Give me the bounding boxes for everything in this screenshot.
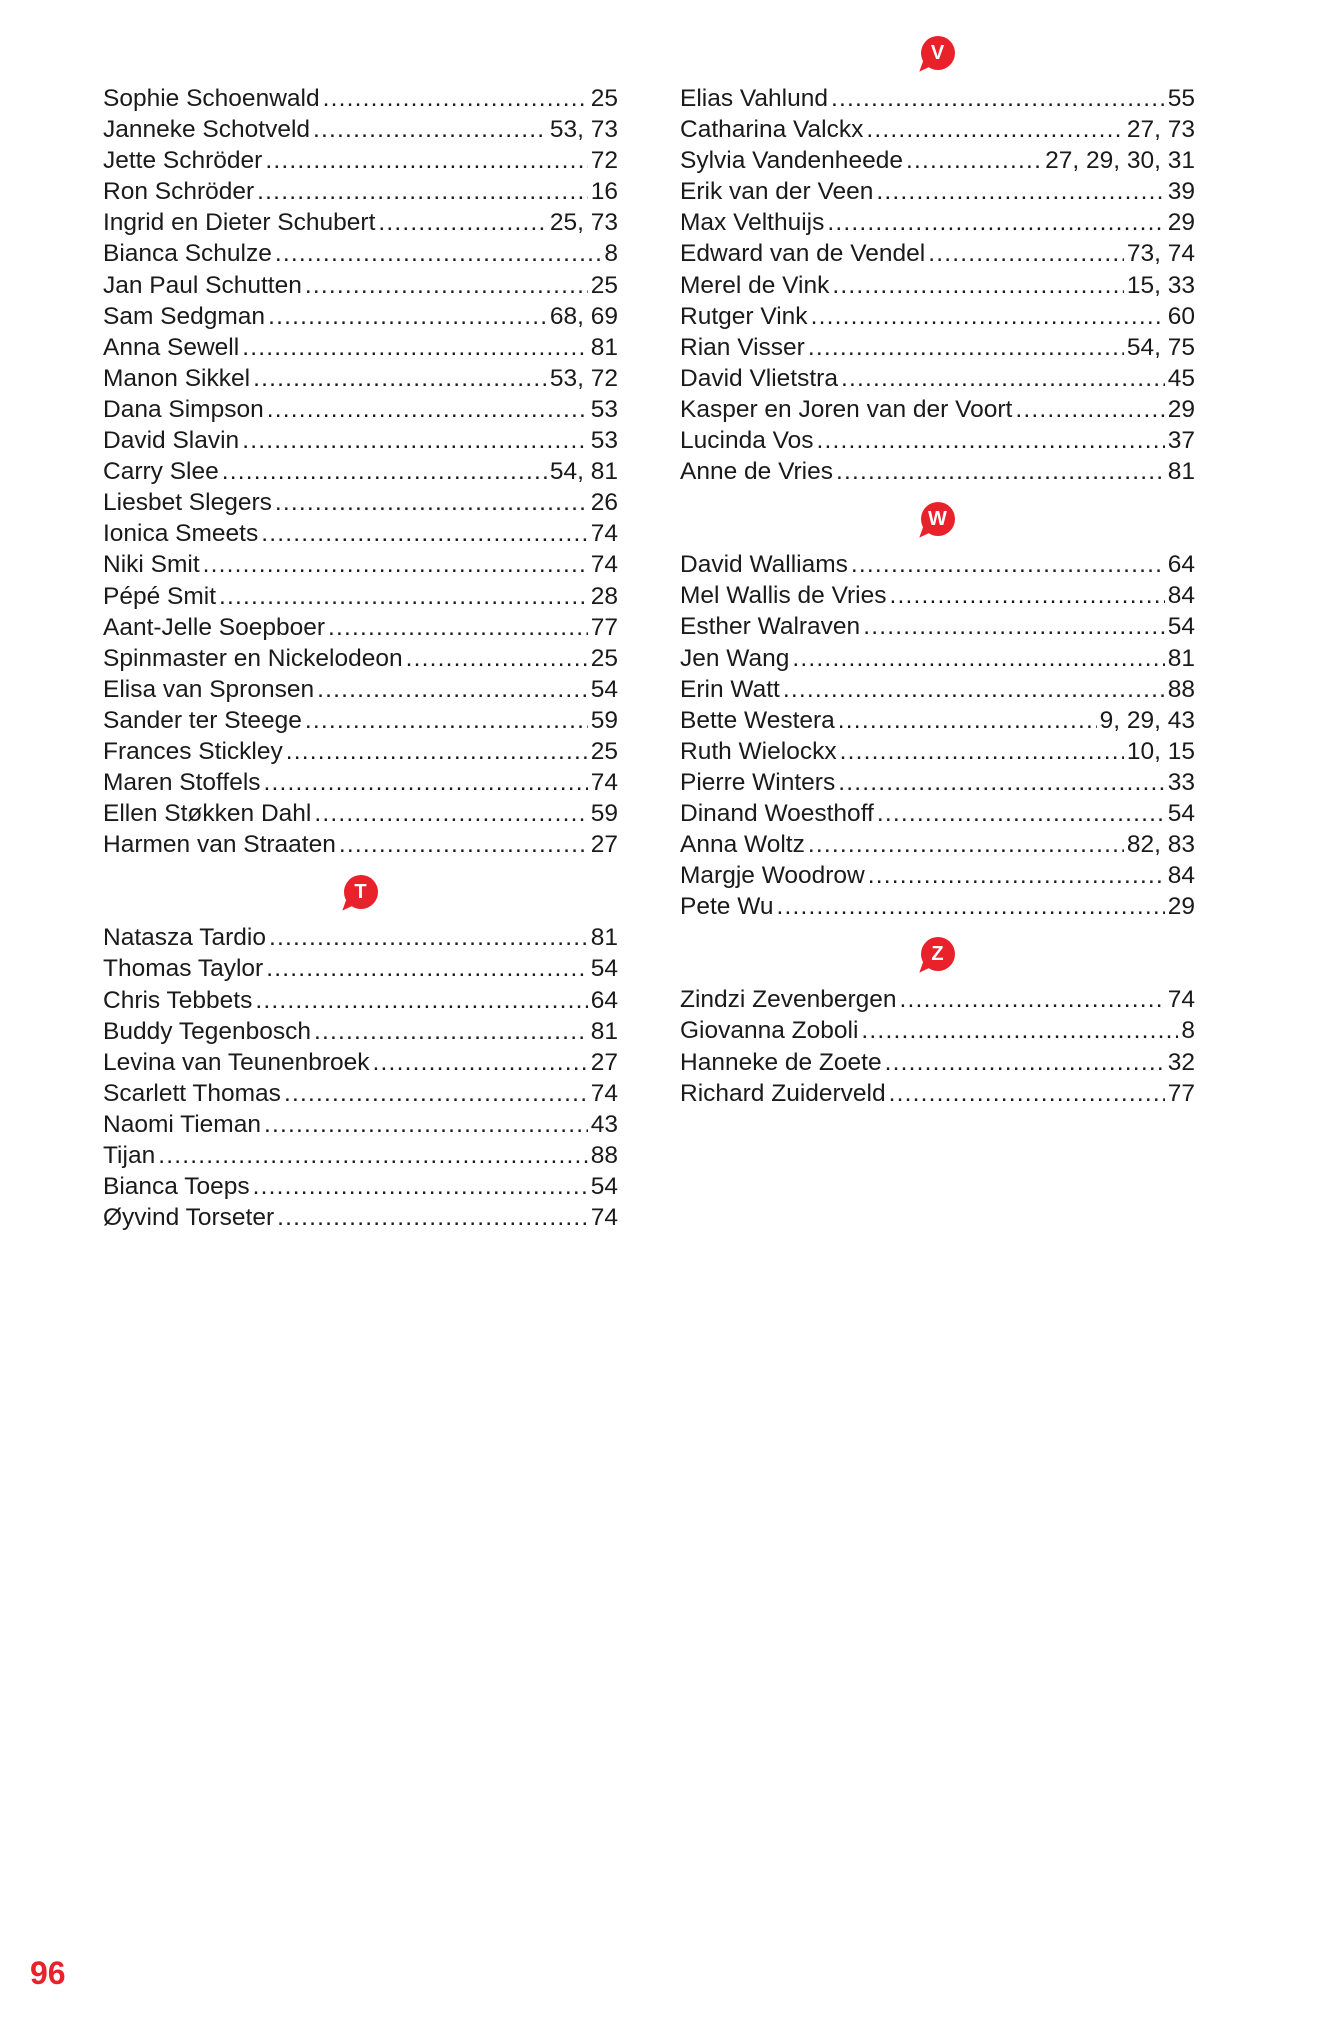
dot-leader (877, 798, 1165, 829)
index-entry (680, 674, 1195, 705)
dot-leader (275, 487, 588, 518)
entry-pages: 81 (590, 333, 618, 361)
index-entry (103, 1109, 618, 1140)
entry-name: Sam Sedgman (103, 302, 266, 330)
entry-name: Ruth Wielockx (680, 737, 837, 765)
dot-leader (268, 301, 547, 332)
index-entry (680, 984, 1195, 1015)
entry-pages: 25 (590, 737, 618, 765)
index-entry (680, 705, 1195, 736)
index-entry (680, 207, 1195, 238)
entry-name: Ron Schröder (103, 178, 255, 206)
entry-name: Merel de Vink (680, 271, 830, 299)
dot-leader (889, 580, 1164, 611)
index-entry (103, 487, 618, 518)
dot-leader (808, 829, 1124, 860)
dot-leader (866, 114, 1123, 145)
entry-name: Buddy Tegenbosch (103, 1017, 311, 1045)
entry-pages: 25 (590, 644, 618, 672)
index-entry (103, 207, 618, 238)
index-entry (680, 829, 1195, 860)
dot-leader (861, 1015, 1178, 1046)
entry-name: Elisa van Spronsen (103, 675, 315, 703)
entry-name: Edward van de Vendel (680, 240, 926, 268)
index-entry (103, 518, 618, 549)
entry-name: Zindzi Zevenbergen (680, 986, 897, 1014)
dot-leader (284, 1078, 588, 1109)
entry-name: Liesbet Slegers (103, 489, 272, 517)
entry-pages: 68, 69 (549, 302, 618, 330)
dot-leader (1015, 394, 1164, 425)
entry-name: Thomas Taylor (103, 955, 264, 983)
index-entry (680, 1047, 1195, 1078)
dot-leader (811, 301, 1165, 332)
entry-pages: 59 (590, 706, 618, 734)
dot-leader (267, 394, 588, 425)
entry-pages: 81 (590, 1017, 618, 1045)
letter-heading-v (680, 21, 1195, 83)
index-entry (680, 1078, 1195, 1109)
entry-pages: 88 (590, 1142, 618, 1169)
letter-label: V (930, 42, 945, 64)
letter-bubble-icon (344, 875, 378, 909)
dot-leader (305, 270, 588, 301)
entry-pages: 53, 72 (549, 364, 618, 392)
index-entry (103, 1202, 618, 1233)
dot-leader (328, 612, 588, 643)
index-group-t (103, 922, 618, 1233)
dot-leader (253, 363, 547, 394)
dot-leader (783, 674, 1165, 705)
entry-pages: 81 (1167, 644, 1195, 672)
entry-name: Carry Slee (103, 458, 219, 486)
entry-pages: 27 (590, 831, 618, 859)
dot-leader (266, 953, 588, 984)
entry-name: Spinmaster en Nickelodeon (103, 644, 403, 672)
entry-pages: 53 (590, 427, 618, 455)
index-entry (680, 301, 1195, 332)
entry-pages: 54 (1167, 613, 1195, 641)
dot-leader (868, 860, 1165, 891)
dot-leader (261, 518, 587, 549)
entry-pages: 74 (590, 1204, 618, 1232)
index-group-s (103, 83, 618, 860)
entry-name: Jen Wang (680, 644, 790, 672)
index-entry (103, 332, 618, 363)
index-entry (103, 736, 618, 767)
index-entry (103, 674, 618, 705)
entry-name: Elias Vahlund (680, 85, 829, 112)
index-entry (103, 114, 618, 145)
entry-pages: 72 (590, 147, 618, 175)
index-entry (680, 580, 1195, 611)
entry-pages: 59 (590, 800, 618, 828)
dot-leader (906, 145, 1042, 176)
dot-leader (158, 1140, 588, 1171)
dot-leader (242, 332, 588, 363)
entry-pages: 9, 29, 43 (1099, 706, 1195, 734)
entry-pages: 55 (1167, 85, 1195, 112)
index-entry (103, 767, 618, 798)
entry-pages: 54 (1167, 799, 1195, 827)
entry-pages: 29 (1167, 209, 1195, 237)
index-entry (103, 829, 618, 860)
entry-pages: 77 (1167, 1079, 1195, 1107)
entry-name: Pierre Winters (680, 768, 836, 796)
entry-name: Aant-Jelle Soepboer (103, 613, 326, 641)
entry-name: Erin Watt (680, 675, 780, 703)
entry-name: Jan Paul Schutten (103, 271, 302, 299)
entry-name: Scarlett Thomas (103, 1079, 281, 1107)
index-entry (103, 612, 618, 643)
entry-pages: 74 (1167, 986, 1195, 1014)
entry-pages: 37 (1167, 427, 1195, 455)
entry-name: Pépé Smit (103, 582, 217, 610)
index-entry (103, 1047, 618, 1078)
dot-leader (317, 674, 588, 705)
index-entry (103, 456, 618, 487)
dot-leader (406, 643, 588, 674)
entry-name: Erik van der Veen (680, 178, 874, 206)
dot-leader (832, 270, 1124, 301)
entry-name: David Slavin (103, 427, 240, 455)
index-entry (103, 1140, 618, 1171)
dot-leader (314, 1016, 588, 1047)
entry-pages: 84 (1167, 862, 1195, 890)
index-entry (680, 238, 1195, 269)
index-column-right (680, 42, 1195, 1109)
entry-name: Sylvia Vandenheede (680, 147, 903, 175)
index-entry (680, 643, 1195, 674)
index-entry (103, 270, 618, 301)
dot-leader (314, 798, 587, 829)
index-entry (680, 425, 1195, 456)
entry-name: Bianca Toeps (103, 1173, 250, 1201)
entry-name: Giovanna Zoboli (680, 1017, 859, 1045)
letter-bubble-icon (921, 502, 955, 536)
dot-leader (840, 736, 1124, 767)
dot-leader (838, 767, 1165, 798)
dot-leader (777, 891, 1165, 922)
index-entry (103, 549, 618, 580)
entry-name: David Walliams (680, 551, 848, 579)
index-entry (680, 363, 1195, 394)
dot-leader (889, 1078, 1165, 1109)
index-entry (103, 985, 618, 1016)
entry-pages: 39 (1167, 178, 1195, 206)
dot-leader (378, 207, 547, 238)
dot-leader (203, 549, 588, 580)
dot-leader (827, 207, 1164, 238)
index-entry (103, 1171, 618, 1202)
dot-leader (277, 1202, 588, 1233)
index-entry (103, 238, 618, 269)
dot-leader (863, 611, 1165, 642)
index-entry (103, 1016, 618, 1047)
entry-pages: 74 (590, 1079, 618, 1107)
dot-leader (253, 1171, 588, 1202)
entry-name: Pete Wu (680, 893, 774, 921)
entry-name: Max Velthuijs (680, 209, 825, 237)
index-entry (680, 767, 1195, 798)
entry-name: Anne de Vries (680, 458, 833, 486)
dot-leader (305, 705, 588, 736)
index-entry (103, 705, 618, 736)
entry-pages: 73, 74 (1126, 240, 1195, 268)
dot-leader (264, 767, 588, 798)
entry-pages: 15, 33 (1126, 271, 1195, 299)
entry-pages: 54 (590, 1173, 618, 1201)
entry-pages: 84 (1167, 582, 1195, 610)
dot-leader (269, 922, 588, 953)
index-group-z (680, 984, 1195, 1108)
dot-leader (808, 332, 1124, 363)
entry-pages: 60 (1167, 302, 1195, 330)
entry-pages: 25 (590, 271, 618, 299)
index-entry (103, 83, 618, 114)
letter-heading-w (680, 487, 1195, 549)
index-entry (103, 581, 618, 612)
index-entry (103, 301, 618, 332)
entry-name: Jette Schröder (103, 147, 263, 175)
entry-name: Naomi Tieman (103, 1110, 261, 1138)
entry-name: Levina van Teunenbroek (103, 1048, 370, 1076)
entry-pages: 74 (590, 551, 618, 579)
index-entry (103, 1078, 618, 1109)
dot-leader (286, 736, 588, 767)
letter-label: W (928, 508, 947, 531)
letter-heading-t (103, 860, 618, 922)
entry-pages: 53, 73 (549, 116, 618, 144)
entry-name: Anna Sewell (103, 333, 240, 361)
entry-pages: 32 (1167, 1048, 1195, 1076)
entry-name: Anna Woltz (680, 831, 805, 859)
index-entry (680, 332, 1195, 363)
index-entry (680, 456, 1195, 487)
entry-pages: 27 (590, 1048, 618, 1076)
index-entry (680, 549, 1195, 580)
dot-leader (275, 238, 601, 269)
entry-pages: 45 (1167, 364, 1195, 392)
letter-bubble-icon (921, 36, 955, 70)
index-entry (680, 736, 1195, 767)
entry-pages: 10, 15 (1126, 737, 1195, 765)
entry-name: Janneke Schotveld (103, 116, 311, 144)
dot-leader (836, 456, 1165, 487)
index-entry (680, 611, 1195, 642)
entry-name: Frances Stickley (103, 737, 283, 765)
entry-name: Sophie Schoenwald (103, 85, 320, 112)
entry-name: Richard Zuiderveld (680, 1079, 886, 1107)
dot-leader (323, 83, 588, 114)
dot-leader (831, 83, 1165, 114)
entry-pages: 54, 75 (1126, 333, 1195, 361)
entry-name: Hanneke de Zoete (680, 1048, 882, 1076)
index-entry (680, 1015, 1195, 1046)
entry-pages: 77 (590, 613, 618, 641)
dot-leader (841, 363, 1165, 394)
dot-leader (838, 705, 1097, 736)
letter-label: Z (931, 943, 944, 966)
entry-pages: 88 (1167, 675, 1195, 703)
entry-name: Ellen Støkken Dahl (103, 800, 312, 828)
dot-leader (242, 425, 588, 456)
index-entry (680, 270, 1195, 301)
entry-pages: 28 (590, 582, 618, 610)
index-entry (103, 798, 618, 829)
dot-leader (876, 176, 1164, 207)
entry-name: Dinand Woesthoff (680, 799, 874, 827)
entry-pages: 33 (1167, 768, 1195, 796)
entry-pages: 81 (590, 924, 618, 952)
letter-label: T (354, 881, 367, 904)
entry-name: Harmen van Straaten (103, 831, 336, 859)
entry-pages: 54, 81 (549, 458, 618, 486)
index-entry (680, 114, 1195, 145)
entry-pages: 54 (590, 675, 618, 703)
entry-pages: 29 (1167, 395, 1195, 423)
entry-pages: 8 (1181, 1017, 1195, 1045)
index-entry (103, 953, 618, 984)
entry-name: Manon Sikkel (103, 364, 251, 392)
index-entry (103, 145, 618, 176)
dot-leader (792, 643, 1164, 674)
entry-name: Ionica Smeets (103, 520, 259, 548)
entry-pages: 43 (590, 1110, 618, 1138)
entry-name: Rutger Vink (680, 302, 808, 330)
entry-name: Catharina Valckx (680, 116, 864, 144)
entry-pages: 16 (590, 178, 618, 206)
entry-pages: 25 (590, 85, 618, 112)
index-entry (103, 922, 618, 953)
dot-leader (222, 456, 547, 487)
index-entry (680, 860, 1195, 891)
entry-name: Mel Wallis de Vries (680, 582, 887, 610)
entry-name: Niki Smit (103, 551, 200, 579)
entry-name: Maren Stoffels (103, 769, 261, 797)
entry-pages: 27, 73 (1126, 116, 1195, 144)
dot-leader (373, 1047, 588, 1078)
entry-name: Bette Westera (680, 706, 835, 734)
entry-name: David Vlietstra (680, 364, 838, 392)
entry-name: Tijan (103, 1142, 156, 1169)
entry-name: Ingrid en Dieter Schubert (103, 209, 376, 237)
page-number: 96 (30, 1955, 66, 1991)
entry-pages: 29 (1167, 893, 1195, 921)
dot-leader (817, 425, 1165, 456)
letter-bubble-icon (921, 937, 955, 971)
dot-leader (900, 984, 1165, 1015)
entry-name: Sander ter Steege (103, 706, 302, 734)
index-group-v (680, 83, 1195, 487)
index-entry (680, 145, 1195, 176)
index-entry (103, 363, 618, 394)
index-entry (680, 176, 1195, 207)
entry-name: Margje Woodrow (680, 862, 865, 890)
dot-leader (219, 581, 588, 612)
dot-leader (313, 114, 547, 145)
entry-pages: 64 (590, 986, 618, 1014)
index-entry (103, 176, 618, 207)
entry-name: Kasper en Joren van der Voort (680, 395, 1013, 423)
index-entry (680, 798, 1195, 829)
entry-name: Øyvind Torseter (103, 1204, 275, 1232)
entry-name: Bianca Schulze (103, 240, 272, 268)
index-entry (103, 643, 618, 674)
entry-pages: 53 (590, 395, 618, 423)
dot-leader (264, 1109, 588, 1140)
index-entry (680, 83, 1195, 114)
entry-pages: 26 (590, 489, 618, 517)
dot-leader (265, 145, 587, 176)
entry-pages: 54 (590, 955, 618, 983)
dot-leader (928, 238, 1124, 269)
dot-leader (255, 985, 587, 1016)
index-entry (680, 394, 1195, 425)
index-entry (103, 394, 618, 425)
entry-pages: 82, 83 (1126, 831, 1195, 859)
entry-pages: 64 (1167, 551, 1195, 579)
entry-pages: 27, 29, 30, 31 (1045, 147, 1195, 175)
entry-pages: 74 (590, 520, 618, 548)
dot-leader (885, 1047, 1165, 1078)
entry-pages: 74 (590, 769, 618, 797)
dot-leader (851, 549, 1165, 580)
index-entry (680, 891, 1195, 922)
entry-name: Rian Visser (680, 333, 805, 361)
index-entry (103, 425, 618, 456)
entry-name: Chris Tebbets (103, 986, 253, 1014)
entry-pages: 25, 73 (549, 209, 618, 237)
entry-name: Esther Walraven (680, 613, 861, 641)
entry-pages: 81 (1167, 458, 1195, 486)
letter-heading-z (680, 922, 1195, 984)
entry-name: Lucinda Vos (680, 427, 814, 455)
entry-pages: 8 (604, 240, 618, 268)
index-group-w (680, 549, 1195, 922)
entry-name: Dana Simpson (103, 395, 264, 423)
dot-leader (339, 829, 588, 860)
index-column-left (103, 83, 618, 1233)
entry-name: Natasza Tardio (103, 924, 266, 952)
dot-leader (257, 176, 588, 207)
